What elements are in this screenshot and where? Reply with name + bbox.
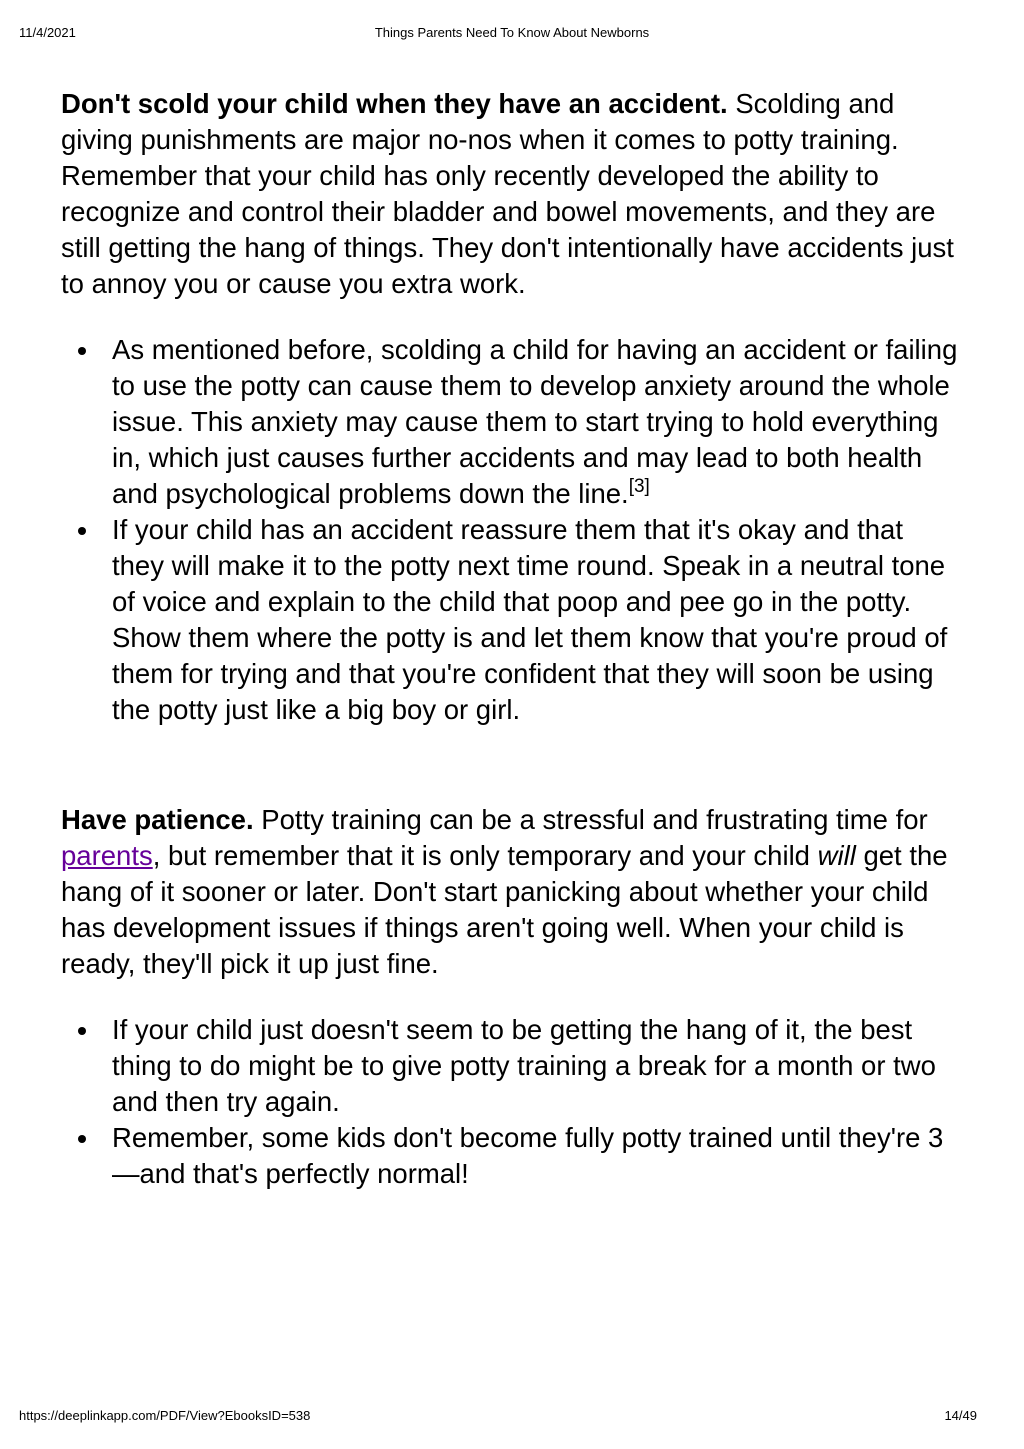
header-title: Things Parents Need To Know About Newborns: [374, 25, 650, 40]
section1-heading: Don't scold your child when they have an accident.: [61, 88, 728, 119]
list-item-text: As mentioned before, scolding a child for having an accident or failing to use the potty can cause them to develop anxiety around the whole issue. This anxiety may cause them to start trying to hold everything in, which just causes further accidents and may lead to both health and psychological problems down the line.: [112, 334, 958, 509]
bullet-icon: [78, 347, 86, 355]
bullet-icon: [78, 1135, 86, 1143]
section2-heading: Have patience.: [61, 804, 254, 835]
list-item: [112, 1012, 961, 1120]
list-item: [112, 512, 961, 728]
section2-paragraph: [61, 802, 961, 982]
section1-list: [61, 332, 961, 728]
section2-emphasis: will: [817, 840, 856, 871]
section2-body-middle: , but remember that it is only temporary and your child: [152, 840, 818, 871]
list-item-text: Remember, some kids don't become fully potty trained until they're 3—and that's perfectly normal!: [112, 1122, 944, 1189]
bullet-icon: [78, 1027, 86, 1035]
list-item-text: If your child just doesn't seem to be getting the hang of it, the best thing to do might be to give potty training a break for a month or two and then try again.: [112, 1014, 936, 1117]
article-content: [61, 86, 961, 1192]
citation-link[interactable]: [3]: [628, 476, 650, 497]
parents-link[interactable]: parents: [61, 840, 153, 871]
footer-page-number: 14/49: [944, 1408, 977, 1423]
section2-body-start: Potty training can be a stressful and frustrating time for: [253, 804, 928, 835]
list-item: [112, 1120, 961, 1192]
footer-url: https://deeplinkapp.com/PDF/View?EbooksID=538: [19, 1408, 311, 1423]
bullet-icon: [78, 527, 86, 535]
section1-paragraph: [61, 86, 961, 302]
section2-list: [61, 1012, 961, 1192]
section2-body-end: get the hang of it sooner or later. Don't start panicking about whether your child has development issues if things aren't going well. When your child is ready, they'll pick it up just fine.: [61, 840, 948, 979]
header-date: 11/4/2021: [19, 25, 76, 40]
list-item-text: If your child has an accident reassure them that it's okay and that they will make it to the potty next time round. Speak in a neutral tone of voice and explain to the child that poop and pee go in the potty. Show them where the potty is and let them know that you're proud of them for trying and that you're confident that they will soon be using the potty just like a big boy or girl.: [112, 514, 948, 725]
list-item: [112, 332, 961, 512]
section1-body: Scolding and giving punishments are major no-nos when it comes to potty training. Remember that your child has only recently developed the ability to recognize and control their bladder and bowel movements, and they are still getting the hang of things. They don't intentionally have accidents just to annoy you or cause you extra work.: [61, 88, 954, 299]
